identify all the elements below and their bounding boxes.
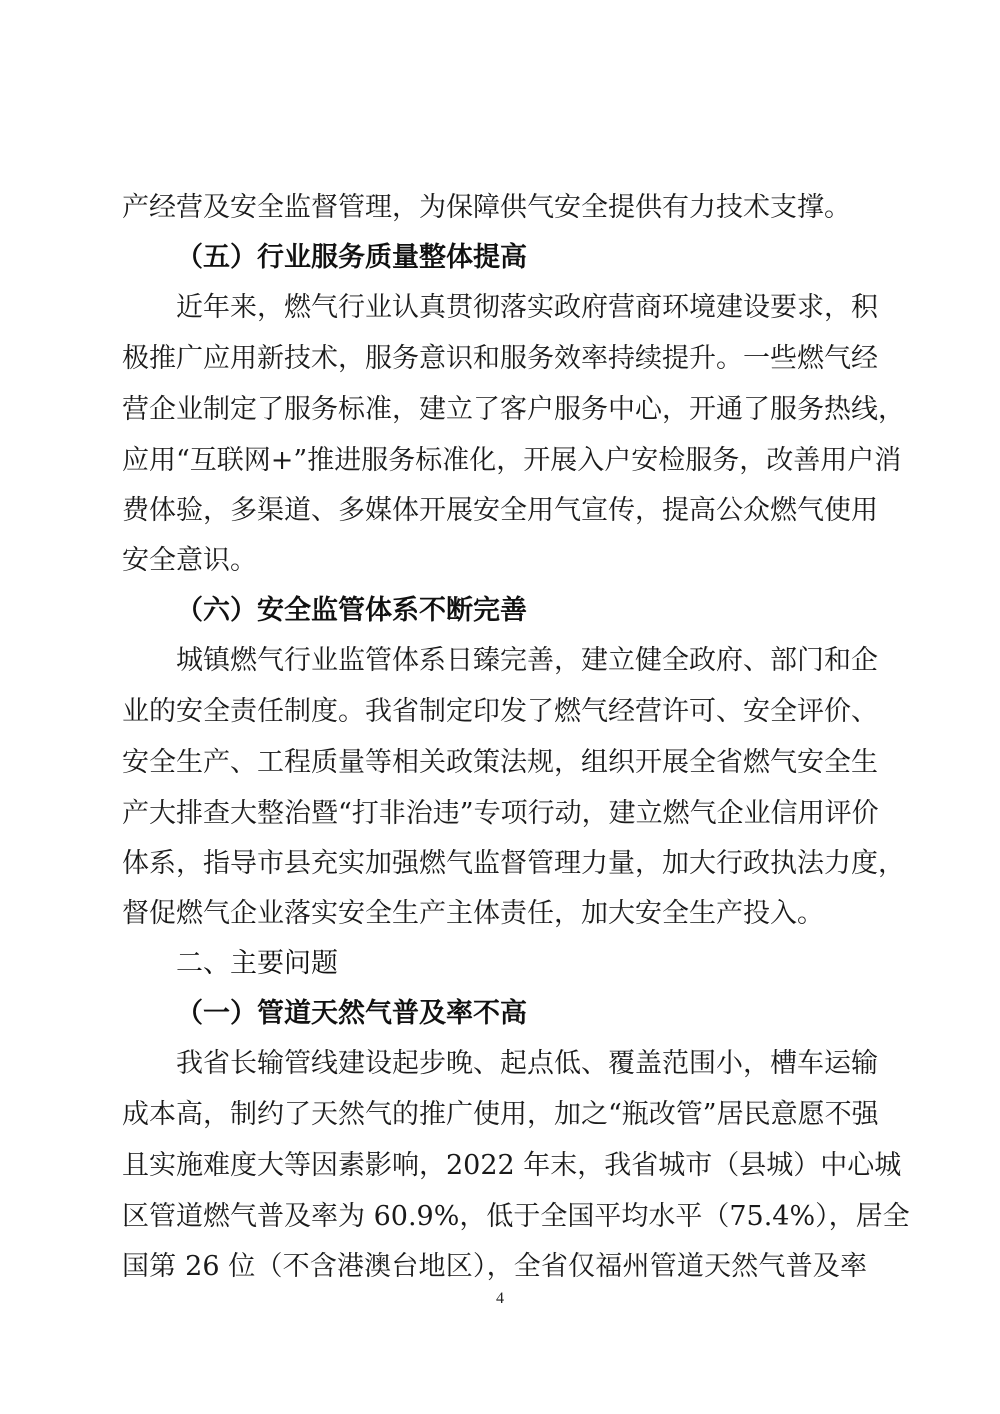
page-number: 4 [496,1290,504,1307]
subheading-service-quality: （五）行业服务质量整体提高 [176,242,527,273]
section-heading-main-problems: 二、主要问题 [176,948,338,979]
paragraph-line: 区管道燃气普及率为 60.9%，低于全国平均水平（75.4%），居全 [122,1201,910,1232]
paragraph-line: 应用“互联网+”推进服务标准化，开展入户安检服务，改善用户消 [122,445,902,476]
paragraph-line: 产经营及安全监督管理，为保障供气安全提供有力技术支撑。 [122,192,851,223]
subheading-safety-supervision: （六）安全监管体系不断完善 [176,595,527,626]
paragraph-line: 城镇燃气行业监管体系日臻完善，建立健全政府、部门和企 [176,645,878,676]
paragraph-line: 督促燃气企业落实安全生产主体责任，加大安全生产投入。 [122,898,824,929]
paragraph-line: 且实施难度大等因素影响，2022 年末，我省城市（县城）中心城 [122,1150,902,1181]
subheading-pipeline-gas: （一）管道天然气普及率不高 [176,998,527,1029]
paragraph-line: 营企业制定了服务标准，建立了客户服务中心，开通了服务热线， [122,394,905,425]
paragraph-line: 国第 26 位（不含港澳台地区），全省仅福州管道天然气普及率 [122,1251,867,1282]
paragraph-line: 近年来，燃气行业认真贯彻落实政府营商环境建设要求，积 [176,292,878,323]
paragraph-line: 安全意识。 [122,545,257,576]
paragraph-line: 成本高，制约了天然气的推广使用，加之“瓶改管”居民意愿不强 [122,1099,879,1130]
paragraph-line: 我省长输管线建设起步晚、起点低、覆盖范围小，槽车运输 [176,1048,878,1079]
paragraph-line: 体系，指导市县充实加强燃气监督管理力量，加大行政执法力度， [122,848,905,879]
paragraph-line: 安全生产、工程质量等相关政策法规，组织开展全省燃气安全生 [122,747,878,778]
paragraph-line: 产大排查大整治暨“打非治违”专项行动，建立燃气企业信用评价 [122,798,879,829]
paragraph-line: 业的安全责任制度。我省制定印发了燃气经营许可、安全评价、 [122,696,878,727]
paragraph-line: 费体验，多渠道、多媒体开展安全用气宣传，提高公众燃气使用 [122,495,878,526]
paragraph-line: 极推广应用新技术，服务意识和服务效率持续提升。一些燃气经 [122,343,878,374]
